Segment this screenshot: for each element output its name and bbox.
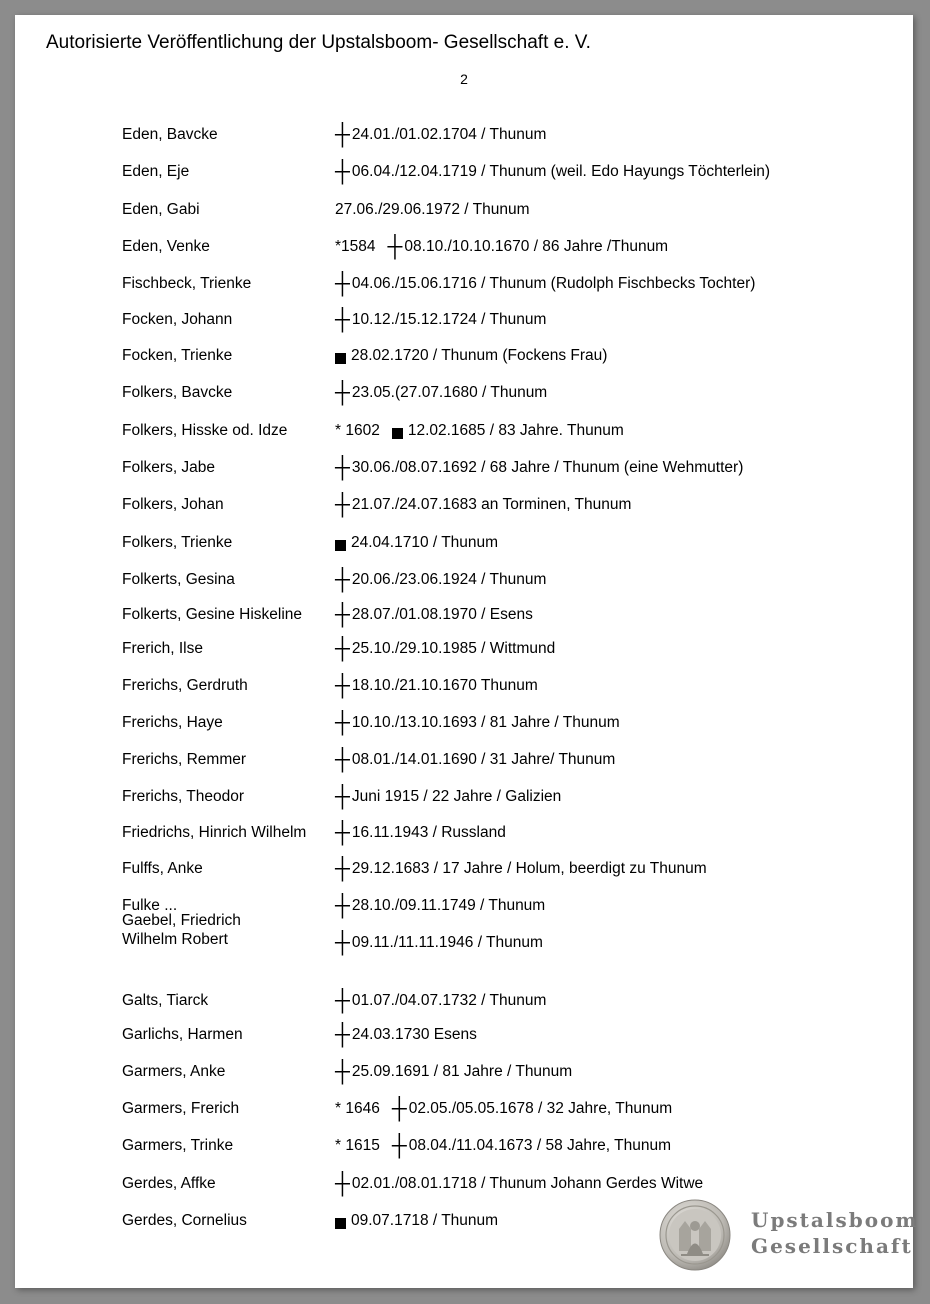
entry-date-place: 09.07.1718 / Thunum — [351, 1212, 499, 1229]
entry-detail — [335, 991, 546, 1010]
death-cross-icon: ┼ — [335, 272, 350, 295]
entry-name: Folkers, Hisske od. Idze — [122, 422, 288, 439]
society-brand — [659, 1197, 919, 1275]
entry-detail — [335, 346, 607, 365]
death-cross-icon: ┼ — [335, 1060, 350, 1083]
entry-detail — [335, 1099, 672, 1118]
entry-name: Gerdes, Affke — [122, 1175, 216, 1192]
death-cross-icon: ┼ — [335, 894, 350, 917]
black-square-icon — [392, 428, 403, 439]
birth-year: * 1646 — [335, 1100, 380, 1117]
entry-name: Folkers, Johan — [122, 496, 224, 513]
entry-name: Eden, Venke — [122, 238, 210, 255]
entry-date-place: 27.06./29.06.1972 / Thunum — [335, 201, 530, 218]
death-cross-icon: ┼ — [335, 989, 350, 1012]
entry-name: Garmers, Trinke — [122, 1137, 234, 1154]
entry-name: Focken, Johann — [122, 311, 233, 328]
entry-name: Folkerts, Gesine Hiskeline — [122, 606, 303, 623]
entry-date-place: 25.09.1691 / 81 Jahre / Thunum — [351, 1063, 573, 1080]
entry-name: Eden, Eje — [122, 163, 190, 180]
entry-detail — [335, 750, 615, 769]
entry-detail — [335, 1136, 671, 1155]
entry-date-place: 28.07./01.08.1970 / Esens — [351, 606, 533, 623]
entry-date-place: 24.04.1710 / Thunum — [351, 534, 499, 551]
death-cross-icon: ┼ — [387, 235, 403, 258]
entry-name — [122, 911, 241, 949]
entry-name-line: Wilhelm Robert — [122, 931, 228, 948]
death-cross-icon: ┼ — [335, 123, 350, 146]
entry-detail — [335, 605, 533, 624]
entry-date-place: 21.07./24.07.1683 an Torminen, Thunum — [351, 496, 632, 513]
black-square-icon — [335, 1218, 346, 1229]
entry-detail — [335, 859, 707, 878]
entry-name: Eden, Bavcke — [122, 126, 218, 143]
death-cross-icon: ┼ — [335, 308, 350, 331]
death-cross-icon: ┼ — [335, 931, 350, 954]
entry-detail — [335, 713, 620, 732]
death-cross-icon: ┼ — [335, 493, 350, 516]
entry-date-place: 16.11.1943 / Russland — [351, 824, 506, 841]
entry-detail — [335, 162, 770, 181]
document-page — [15, 15, 919, 1288]
entry-detail — [335, 125, 546, 144]
entry-name: Frerichs, Remmer — [122, 751, 247, 768]
death-cross-icon: ┼ — [335, 603, 350, 626]
death-cross-icon: ┼ — [335, 160, 350, 183]
entry-name: Folkers, Bavcke — [122, 384, 233, 401]
entry-detail — [335, 1211, 498, 1230]
entry-date-place: 25.10./29.10.1985 / Wittmund — [351, 640, 556, 657]
death-cross-icon: ┼ — [335, 711, 350, 734]
entry-date-place: 24.01./01.02.1704 / Thunum — [351, 126, 547, 143]
entry-detail — [335, 787, 561, 806]
entry-detail — [335, 1062, 572, 1081]
entry-date-place: 01.07./04.07.1732 / Thunum — [351, 992, 547, 1009]
black-square-icon — [335, 540, 346, 551]
entry-date-place: 04.06./15.06.1716 / Thunum (Rudolph Fischbecks Tochter) — [351, 275, 756, 292]
entry-date-place: 08.10./10.10.1670 / 86 Jahre /Thunum — [404, 238, 669, 255]
entry-name: Fulke ... — [122, 897, 178, 914]
entry-date-place: 12.02.1685 / 83 Jahre. Thunum — [407, 422, 624, 439]
entry-detail — [335, 310, 546, 329]
entry-date-place: 10.12./15.12.1724 / Thunum — [351, 311, 547, 328]
entry-date-place: 08.01./14.01.1690 / 31 Jahre/ Thunum — [351, 751, 616, 768]
entry-name: Garmers, Frerich — [122, 1100, 240, 1117]
entry-date-place: 29.12.1683 / 17 Jahre / Holum, beerdigt zu Thunum — [351, 860, 707, 877]
entry-name: Frerichs, Theodor — [122, 788, 245, 805]
entry-detail — [335, 383, 547, 402]
entry-name: Galts, Tiarck — [122, 992, 209, 1009]
entry-date-place: 23.05.(27.07.1680 / Thunum — [351, 384, 548, 401]
entry-detail — [335, 933, 543, 952]
entry-date-place: 28.10./09.11.1749 / Thunum — [351, 897, 546, 914]
death-cross-icon: ┼ — [335, 674, 350, 697]
entry-detail — [335, 533, 498, 552]
birth-year: * 1602 — [335, 422, 380, 439]
entry-date-place: 09.11./11.11.1946 / Thunum — [351, 934, 543, 951]
entry-name: Garmers, Anke — [122, 1063, 226, 1080]
death-cross-icon: ┼ — [391, 1097, 407, 1120]
entry-date-place: 28.02.1720 / Thunum (Fockens Frau) — [351, 347, 608, 364]
document-header-title: Autorisierte Veröffentlichung der Upstalsboom- Gesellschaft e. V. — [46, 32, 591, 53]
death-cross-icon: ┼ — [335, 748, 350, 771]
entry-date-place: Juni 1915 / 22 Jahre / Galizien — [351, 788, 562, 805]
entry-detail — [335, 274, 755, 293]
brand-line-2: Gesellschaft — [751, 1234, 913, 1258]
entry-detail — [335, 639, 555, 658]
black-square-icon — [335, 353, 346, 364]
seal-icon — [659, 1199, 731, 1271]
entry-name: Focken, Trienke — [122, 347, 233, 364]
entry-detail — [335, 200, 529, 219]
entry-name: Folkerts, Gesina — [122, 571, 235, 588]
birth-year: * 1615 — [335, 1137, 380, 1154]
entry-name: Fulffs, Anke — [122, 860, 203, 877]
entry-date-place: 30.06./08.07.1692 / 68 Jahre / Thunum (eine Wehmutter) — [351, 459, 744, 476]
entry-date-place: 24.03.1730 Esens — [351, 1026, 477, 1043]
entry-date-place: 08.04./11.04.1673 / 58 Jahre, Thunum — [408, 1137, 671, 1154]
entry-date-place: 02.05./05.05.1678 / 32 Jahre, Thunum — [408, 1100, 673, 1117]
entry-date-place: 20.06./23.06.1924 / Thunum — [351, 571, 547, 588]
entry-detail — [335, 495, 631, 514]
entry-name: Friedrichs, Hinrich Wilhelm — [122, 824, 307, 841]
entry-detail — [335, 676, 538, 695]
entry-detail — [335, 458, 743, 477]
entry-name: Garlichs, Harmen — [122, 1026, 243, 1043]
entry-name: Gerdes, Cornelius — [122, 1212, 247, 1229]
death-cross-icon: ┼ — [335, 568, 350, 591]
death-cross-icon: ┼ — [335, 821, 350, 844]
death-cross-icon: ┼ — [335, 1172, 350, 1195]
entry-date-place: 02.01./08.01.1718 / Thunum Johann Gerdes Witwe — [351, 1175, 704, 1192]
entry-date-place: 06.04./12.04.1719 / Thunum (weil. Edo Hayungs Töchterlein) — [351, 163, 771, 180]
entry-name: Frerich, Ilse — [122, 640, 203, 657]
birth-year: *1584 — [335, 238, 376, 255]
entry-name: Frerichs, Gerdruth — [122, 677, 248, 694]
entry-name-line: Gaebel, Friedrich — [122, 912, 241, 929]
death-cross-icon: ┼ — [335, 785, 350, 808]
entry-detail — [335, 896, 545, 915]
entry-detail — [335, 237, 668, 256]
death-cross-icon: ┼ — [335, 637, 350, 660]
society-name — [751, 1207, 919, 1259]
entry-date-place: 10.10./13.10.1693 / 81 Jahre / Thunum — [351, 714, 620, 731]
death-cross-icon: ┼ — [335, 456, 350, 479]
page-number: 2 — [460, 71, 468, 87]
entry-detail — [335, 570, 546, 589]
entry-name: Fischbeck, Trienke — [122, 275, 252, 292]
entry-name: Folkers, Trienke — [122, 534, 233, 551]
entry-detail — [335, 421, 624, 440]
entry-detail — [335, 1174, 703, 1193]
entry-name: Frerichs, Haye — [122, 714, 223, 731]
death-cross-icon: ┼ — [391, 1134, 407, 1157]
death-cross-icon: ┼ — [335, 381, 350, 404]
entry-name: Folkers, Jabe — [122, 459, 216, 476]
entry-name: Eden, Gabi — [122, 201, 200, 218]
brand-line-1: Upstalsboom — [751, 1208, 919, 1232]
death-cross-icon: ┼ — [335, 1023, 350, 1046]
entry-date-place: 18.10./21.10.1670 Thunum — [351, 677, 538, 694]
entry-detail — [335, 1025, 477, 1044]
entry-detail — [335, 823, 506, 842]
death-cross-icon: ┼ — [335, 857, 350, 880]
